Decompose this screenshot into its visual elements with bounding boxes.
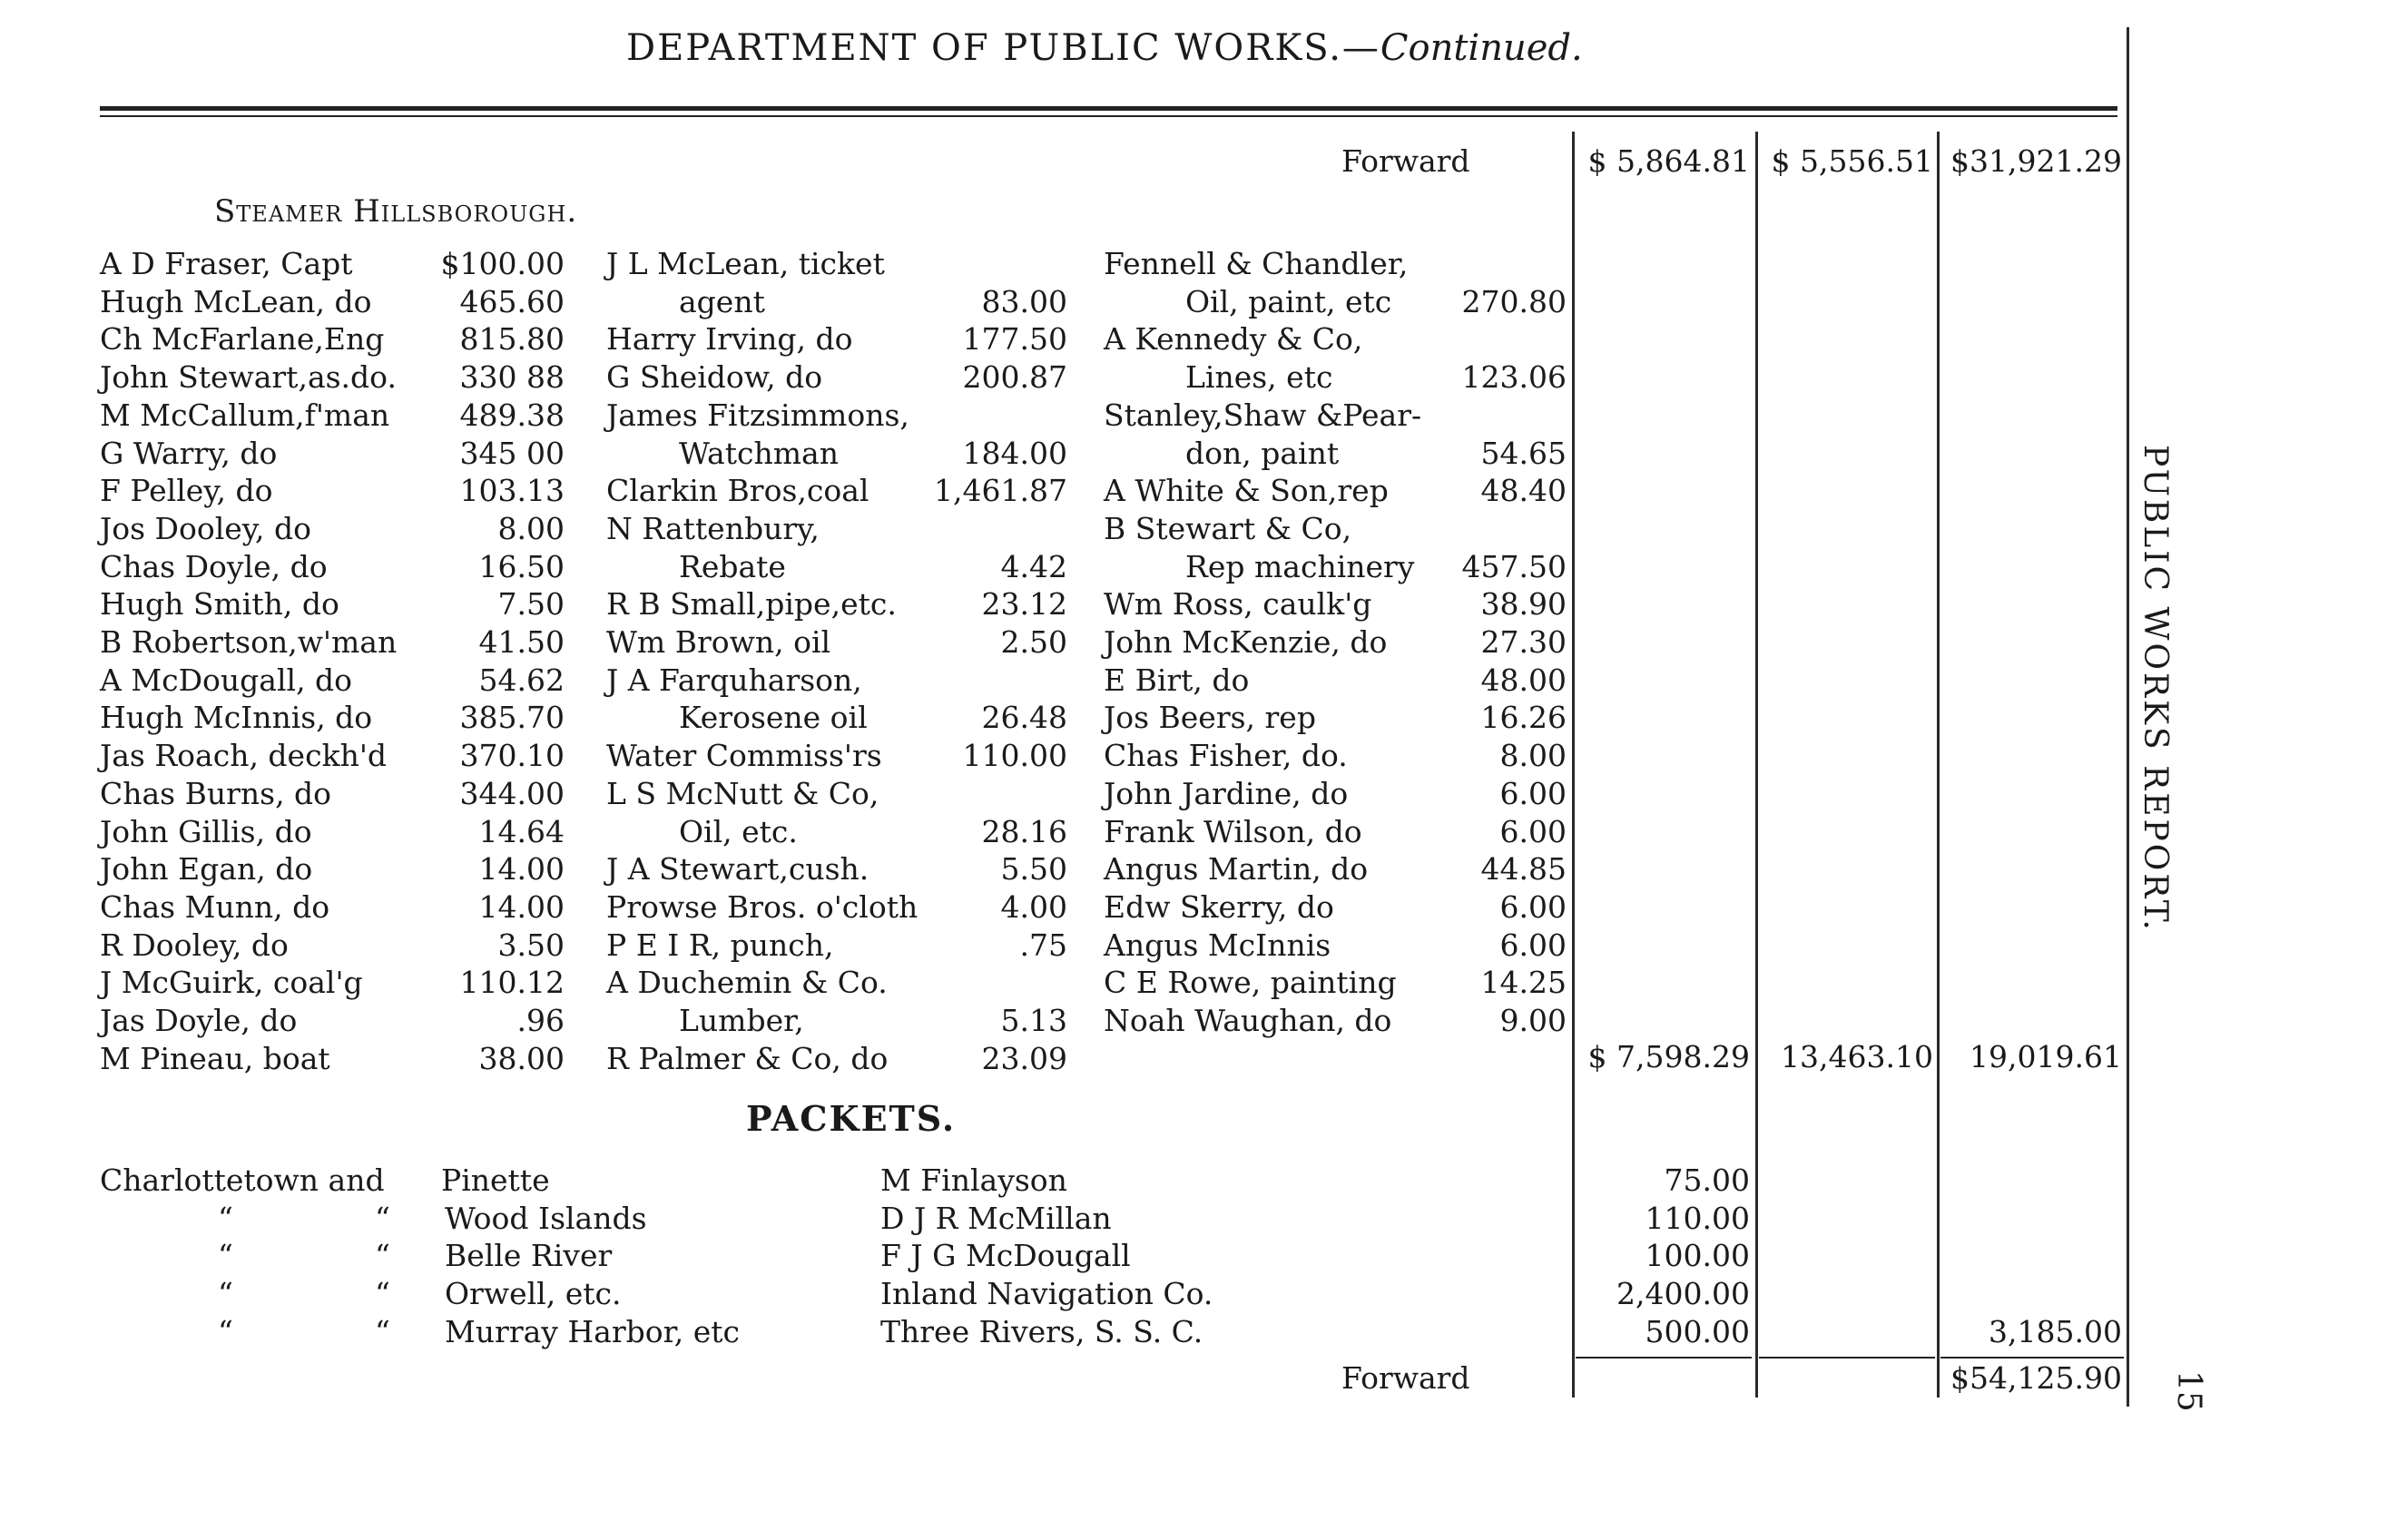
entry-name: James Fitzsimmons, <box>606 397 909 433</box>
entry-name: Rebate <box>679 548 786 584</box>
entry-name: Oil, etc. <box>679 813 798 849</box>
entry-amount: 345 00 <box>459 435 565 471</box>
packet-row <box>100 1237 2124 1275</box>
entry-name: Jos Beers, rep <box>1104 700 1316 736</box>
entry-name: Jas Doyle, do <box>100 1003 298 1038</box>
entry-amount: 14.00 <box>478 888 565 925</box>
entry-name: E Birt, do <box>1104 662 1250 698</box>
packet-payee: Three Rivers, S. S. C. <box>880 1313 1203 1349</box>
steamer-total-col1: $ 7,598.29 <box>1587 1039 1750 1074</box>
forward-amount-col2: $ 5,556.51 <box>1771 143 1933 179</box>
packet-route: Orwell, etc. <box>445 1276 622 1312</box>
entry-amount: 16.26 <box>1480 700 1567 736</box>
entry-name: Lumber, <box>679 1003 804 1038</box>
entry-amount: 83.00 <box>981 283 1067 319</box>
entry-amount: 38.00 <box>478 1040 565 1076</box>
packet-row <box>100 1275 2124 1313</box>
entry-name: John McKenzie, do <box>1104 624 1388 660</box>
report-title-vertical: PUBLIC WORKS REPORT. <box>2137 445 2174 933</box>
entry-name: A D Fraser, Capt <box>100 246 353 281</box>
entry-name: Fennell & Chandler, <box>1104 246 1409 281</box>
steamer-total-col2: 13,463.10 <box>1781 1039 1933 1074</box>
entry-name: J A Farquharson, <box>606 662 862 698</box>
entry-amount: 14.25 <box>1480 965 1567 1001</box>
entry-name: Hugh Smith, do <box>100 586 339 623</box>
packet-amount: 500.00 <box>1645 1313 1750 1349</box>
entry-name: Wm Brown, oil <box>606 624 831 660</box>
entry-amount: 457.50 <box>1461 548 1567 584</box>
entry-amount: $100.00 <box>440 246 565 281</box>
entry-amount: 4.42 <box>1000 548 1067 584</box>
entry-amount: 41.50 <box>478 624 565 660</box>
entry-name: Angus Martin, do <box>1104 851 1369 888</box>
entry-amount: 465.60 <box>459 283 565 319</box>
packets-sum-rule-2 <box>1759 1357 1935 1359</box>
forward-label-bottom: Forward <box>1341 1360 1470 1396</box>
entry-name: B Robertson,w'man <box>100 624 398 660</box>
entry-name: Clarkin Bros,coal <box>606 473 869 509</box>
packet-payee: D J R McMillan <box>880 1200 1112 1236</box>
entry-name: J A Stewart,cush. <box>606 851 869 888</box>
packet-payee: M Finlayson <box>880 1162 1067 1198</box>
entry-name: Stanley,Shaw &Pear- <box>1104 397 1422 433</box>
entry-amount: 6.00 <box>1499 927 1567 963</box>
forward-bottom-amount: $54,125.90 <box>1950 1360 2122 1396</box>
entry-name: R Palmer & Co, do <box>606 1040 889 1076</box>
entry-amount: 38.90 <box>1480 586 1567 623</box>
entry-name: M McCallum,f'man <box>100 397 390 433</box>
entry-name: Wm Ross, caulk'g <box>1104 586 1372 623</box>
entry-amount: 6.00 <box>1499 775 1567 811</box>
entry-amount: 330 88 <box>459 359 565 396</box>
header-rule-thick <box>100 106 2117 111</box>
entry-name: F Pelley, do <box>100 473 273 509</box>
entry-name: Jas Roach, deckh'd <box>100 738 388 774</box>
entry-name: Rep machinery <box>1185 548 1415 584</box>
entry-name: Water Commiss'rs <box>606 738 882 774</box>
ditto-mark: “ <box>375 1238 390 1274</box>
entry-name: A White & Son,rep <box>1104 473 1389 509</box>
page-title: DEPARTMENT OF PUBLIC WORKS.—Continued. <box>626 27 1583 69</box>
entry-name: Lines, etc <box>1185 359 1333 396</box>
entry-amount: 110.12 <box>459 965 565 1001</box>
entry-amount: 103.13 <box>459 473 565 509</box>
entry-name: Chas Burns, do <box>100 775 332 811</box>
entry-name: L S McNutt & Co, <box>606 775 879 811</box>
packets-sum-rule-1 <box>1576 1357 1752 1359</box>
entry-name: Chas Fisher, do. <box>1104 738 1348 774</box>
entry-name: A Kennedy & Co, <box>1104 321 1363 358</box>
entry-amount: 270.80 <box>1461 283 1567 319</box>
entry-name: Chas Doyle, do <box>100 548 328 584</box>
entry-name: R B Small,pipe,etc. <box>606 586 897 623</box>
entry-amount: 23.12 <box>981 586 1067 623</box>
entry-name: R Dooley, do <box>100 927 289 963</box>
entry-amount: 54.65 <box>1480 435 1567 471</box>
entry-name: Watchman <box>679 435 839 471</box>
forward-amount-col3: $31,921.29 <box>1950 143 2122 179</box>
packet-route-prefix: Charlottetown and <box>100 1162 385 1198</box>
entry-amount: 16.50 <box>478 548 565 584</box>
entry-name: Jos Dooley, do <box>100 510 312 546</box>
entry-amount: 4.00 <box>1000 888 1067 925</box>
page-border-line <box>2127 27 2129 1407</box>
packet-route: Belle River <box>445 1238 613 1274</box>
packet-route: Wood Islands <box>445 1200 647 1236</box>
entry-amount: 1,461.87 <box>934 473 1067 509</box>
entry-amount: 28.16 <box>981 813 1067 849</box>
entry-name: don, paint <box>1185 435 1340 471</box>
header-rule-thin <box>100 115 2117 117</box>
forward-label-top: Forward <box>1341 143 1470 179</box>
entry-amount: 200.87 <box>962 359 1067 396</box>
entry-name: B Stewart & Co, <box>1104 510 1352 546</box>
ditto-mark: “ <box>218 1238 233 1274</box>
entry-name: Frank Wilson, do <box>1104 813 1362 849</box>
entry-amount: 2.50 <box>1000 624 1067 660</box>
entry-name: J McGuirk, coal'g <box>100 965 363 1001</box>
entry-amount: 8.00 <box>497 510 565 546</box>
entry-amount: 54.62 <box>478 662 565 698</box>
entry-amount: 27.30 <box>1480 624 1567 660</box>
entry-name: P E I R, punch, <box>606 927 834 963</box>
entry-amount: 44.85 <box>1480 851 1567 888</box>
entry-name: M Pineau, boat <box>100 1040 330 1076</box>
entry-amount: 5.13 <box>1000 1003 1067 1038</box>
entry-name: A Duchemin & Co. <box>606 965 888 1001</box>
forward-amount-col1: $ 5,864.81 <box>1587 143 1750 179</box>
entry-amount: 6.00 <box>1499 888 1567 925</box>
entry-amount: 14.64 <box>478 813 565 849</box>
steamer-total-col3: 19,019.61 <box>1970 1039 2122 1074</box>
ditto-mark: “ <box>218 1276 233 1312</box>
entry-name: J L McLean, ticket <box>606 246 885 281</box>
entry-name: G Sheidow, do <box>606 359 823 396</box>
packet-amount: 110.00 <box>1645 1200 1750 1236</box>
entry-amount: 489.38 <box>459 397 565 433</box>
entry-amount: .75 <box>1019 927 1067 963</box>
steamer-heading: Steamer Hillsborough. <box>214 193 578 230</box>
packet-payee: F J G McDougall <box>880 1238 1131 1274</box>
entry-name: John Stewart,as.do. <box>100 359 397 396</box>
packets-sum-rule-3 <box>1940 1357 2124 1359</box>
packets-total: 3,185.00 <box>1989 1313 2122 1349</box>
entry-amount: 48.40 <box>1480 473 1567 509</box>
packet-route: Murray Harbor, etc <box>445 1313 741 1349</box>
entry-amount: 184.00 <box>962 435 1067 471</box>
entry-amount: 48.00 <box>1480 662 1567 698</box>
entry-name: Ch McFarlane,Eng <box>100 321 385 358</box>
ditto-mark: “ <box>218 1313 233 1349</box>
entry-amount: 23.09 <box>981 1040 1067 1076</box>
entry-amount: .96 <box>516 1003 565 1038</box>
entry-amount: 6.00 <box>1499 813 1567 849</box>
packets-heading: PACKETS. <box>746 1098 957 1139</box>
entry-amount: 385.70 <box>459 700 565 736</box>
entry-amount: 9.00 <box>1499 1003 1567 1038</box>
entry-amount: 3.50 <box>497 927 565 963</box>
entry-amount: 7.50 <box>497 586 565 623</box>
packet-row <box>100 1162 2124 1200</box>
packet-row <box>100 1200 2124 1238</box>
entry-amount: 8.00 <box>1499 738 1567 774</box>
entry-name: G Warry, do <box>100 435 278 471</box>
entry-name: Noah Waughan, do <box>1104 1003 1392 1038</box>
entry-name: Oil, paint, etc <box>1185 283 1392 319</box>
entry-name: N Rattenbury, <box>606 510 820 546</box>
entry-amount: 815.80 <box>459 321 565 358</box>
entry-name: Hugh McLean, do <box>100 283 372 319</box>
ditto-mark: “ <box>375 1200 390 1236</box>
entry-amount: 5.50 <box>1000 851 1067 888</box>
entry-amount: 177.50 <box>962 321 1067 358</box>
ditto-mark: “ <box>375 1276 390 1312</box>
entry-amount: 344.00 <box>459 775 565 811</box>
entry-amount: 370.10 <box>459 738 565 774</box>
page-number: 15 <box>2170 1370 2207 1412</box>
packet-amount: 2,400.00 <box>1616 1276 1750 1312</box>
ditto-mark: “ <box>375 1313 390 1349</box>
entry-amount: 26.48 <box>981 700 1067 736</box>
ditto-mark: “ <box>218 1200 233 1236</box>
entry-name: Angus McInnis <box>1104 927 1331 963</box>
packet-amount: 100.00 <box>1645 1238 1750 1274</box>
entry-name: John Gillis, do <box>100 813 312 849</box>
entry-name: C E Rowe, painting <box>1104 965 1397 1001</box>
entry-name: Hugh McInnis, do <box>100 700 373 736</box>
entry-name: John Egan, do <box>100 851 313 888</box>
entry-name: Prowse Bros. o'cloth <box>606 888 919 925</box>
entry-name: Kerosene oil <box>679 700 868 736</box>
entry-name: Edw Skerry, do <box>1104 888 1334 925</box>
packet-row <box>100 1313 2124 1351</box>
packet-amount: 75.00 <box>1664 1162 1750 1198</box>
entry-name: A McDougall, do <box>100 662 353 698</box>
entry-amount: 110.00 <box>962 738 1067 774</box>
entry-name: Chas Munn, do <box>100 888 330 925</box>
packet-route: Pinette <box>441 1162 550 1198</box>
entry-name: John Jardine, do <box>1104 775 1349 811</box>
entry-amount: 123.06 <box>1461 359 1567 396</box>
packet-payee: Inland Navigation Co. <box>880 1276 1213 1312</box>
entry-amount: 14.00 <box>478 851 565 888</box>
entry-name: agent <box>679 283 765 319</box>
entry-name: Harry Irving, do <box>606 321 853 358</box>
